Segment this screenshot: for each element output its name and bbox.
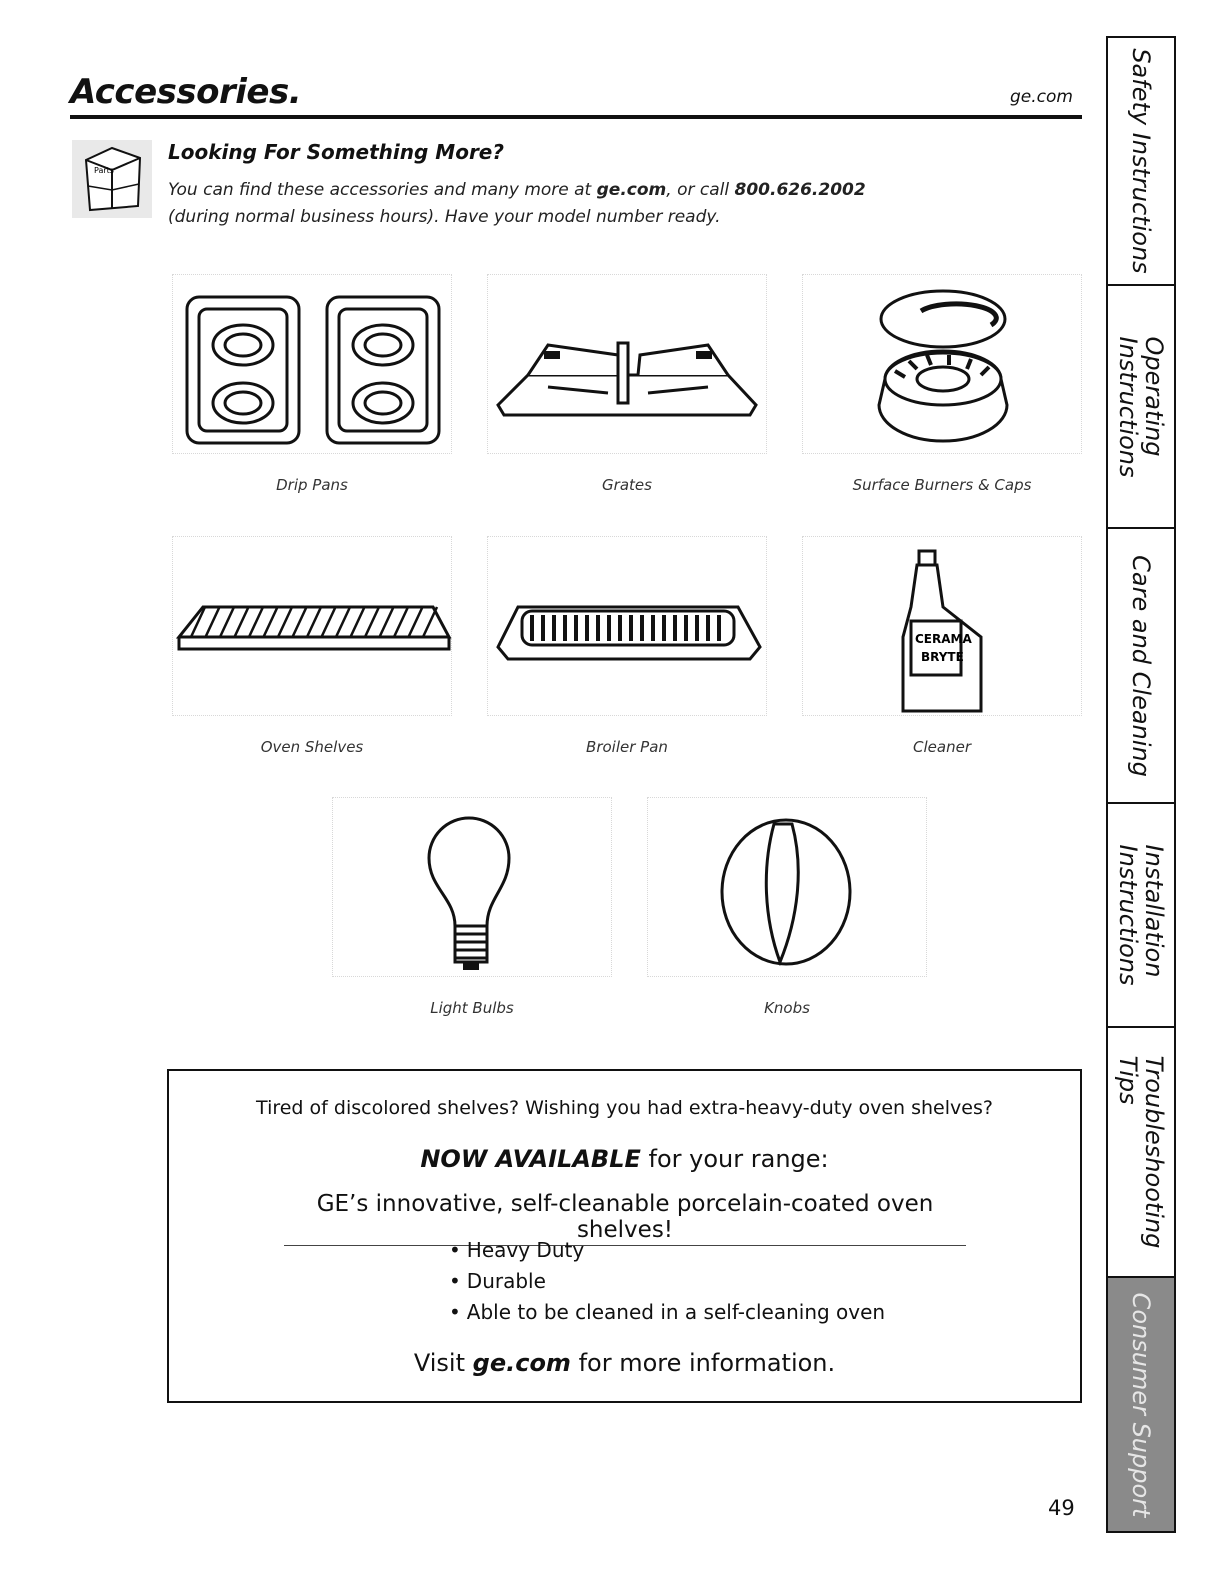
accessory-caption: Oven Shelves: [260, 738, 364, 756]
section-tabs: [1106, 36, 1176, 1533]
tab-consumer-support[interactable]: Consumer Support: [1108, 1278, 1174, 1531]
accessory-cleaner[interactable]: [802, 536, 1082, 756]
list-item: • Heavy Duty: [449, 1235, 885, 1266]
accessory-burners[interactable]: [802, 274, 1082, 494]
accessory-drip-pans[interactable]: [172, 274, 452, 494]
parts-label: Parts: [94, 166, 114, 175]
accessory-grates[interactable]: [487, 274, 767, 494]
accessory-caption: Light Bulbs: [430, 999, 514, 1017]
accessory-caption: Grates: [602, 476, 652, 494]
accessory-caption: Knobs: [764, 999, 810, 1017]
knob-image: [647, 797, 927, 977]
accessory-knobs[interactable]: [647, 797, 927, 1017]
accessory-light-bulbs[interactable]: [332, 797, 612, 1017]
oven-shelves-image: [172, 536, 452, 716]
accessory-oven-shelves[interactable]: [172, 536, 452, 756]
promo-headline: GE’s innovative, self-cleanable porcelain-coated oven shelves!: [284, 1191, 966, 1246]
page-number: 49: [1048, 1496, 1075, 1520]
phone-number: 800.626.2002: [734, 180, 866, 200]
intro-heading: Looking For Something More?: [168, 140, 504, 164]
promo-question: Tired of discolored shelves? Wishing you had extra-heavy-duty oven shelves?: [256, 1097, 993, 1119]
tab-installation-instructions[interactable]: Installation Instructions: [1108, 804, 1174, 1028]
tab-operating-instructions[interactable]: Operating Instructions: [1108, 286, 1174, 529]
drip-pans-image: [172, 274, 452, 454]
parts-box-icon: [72, 140, 152, 218]
promo-available: NOW AVAILABLE for your range:: [420, 1145, 829, 1173]
promo-bullets: [449, 1235, 885, 1328]
broiler-pan-image: [487, 536, 767, 716]
accessory-caption: Surface Burners & Caps: [852, 476, 1032, 494]
promo-box: [167, 1069, 1082, 1403]
burners-image: [802, 274, 1082, 454]
promo-visit: Visit ge.com for more information.: [413, 1349, 836, 1377]
ge-link[interactable]: ge.com: [596, 180, 667, 200]
light-bulb-image: [332, 797, 612, 977]
accessory-caption: Drip Pans: [276, 476, 348, 494]
svg-text:CERAMA: CERAMA: [915, 632, 972, 646]
ge-link[interactable]: ge.com: [472, 1349, 571, 1377]
accessory-broiler-pan[interactable]: [487, 536, 767, 756]
list-item: • Able to be cleaned in a self-cleaning oven: [449, 1297, 885, 1328]
title-rule: [70, 115, 1082, 119]
intro-text: You can find these accessories and many more at ge.com, or call 800.626.2002 (during normal business hours). Have your model number ready.: [168, 180, 866, 227]
accessory-caption: Cleaner: [913, 738, 971, 756]
page-title: Accessories.: [70, 72, 302, 112]
site-url[interactable]: ge.com: [1010, 87, 1073, 107]
tab-care-and-cleaning[interactable]: Care and Cleaning: [1108, 529, 1174, 804]
list-item: • Durable: [449, 1266, 885, 1297]
tab-safety-instructions[interactable]: Safety Instructions: [1108, 38, 1174, 286]
accessory-caption: Broiler Pan: [586, 738, 668, 756]
cleaner-image: [802, 536, 1082, 716]
grates-image: [487, 274, 767, 454]
tab-troubleshooting-tips[interactable]: Troubleshooting Tips: [1108, 1028, 1174, 1278]
svg-text:BRYTE: BRYTE: [921, 650, 964, 664]
